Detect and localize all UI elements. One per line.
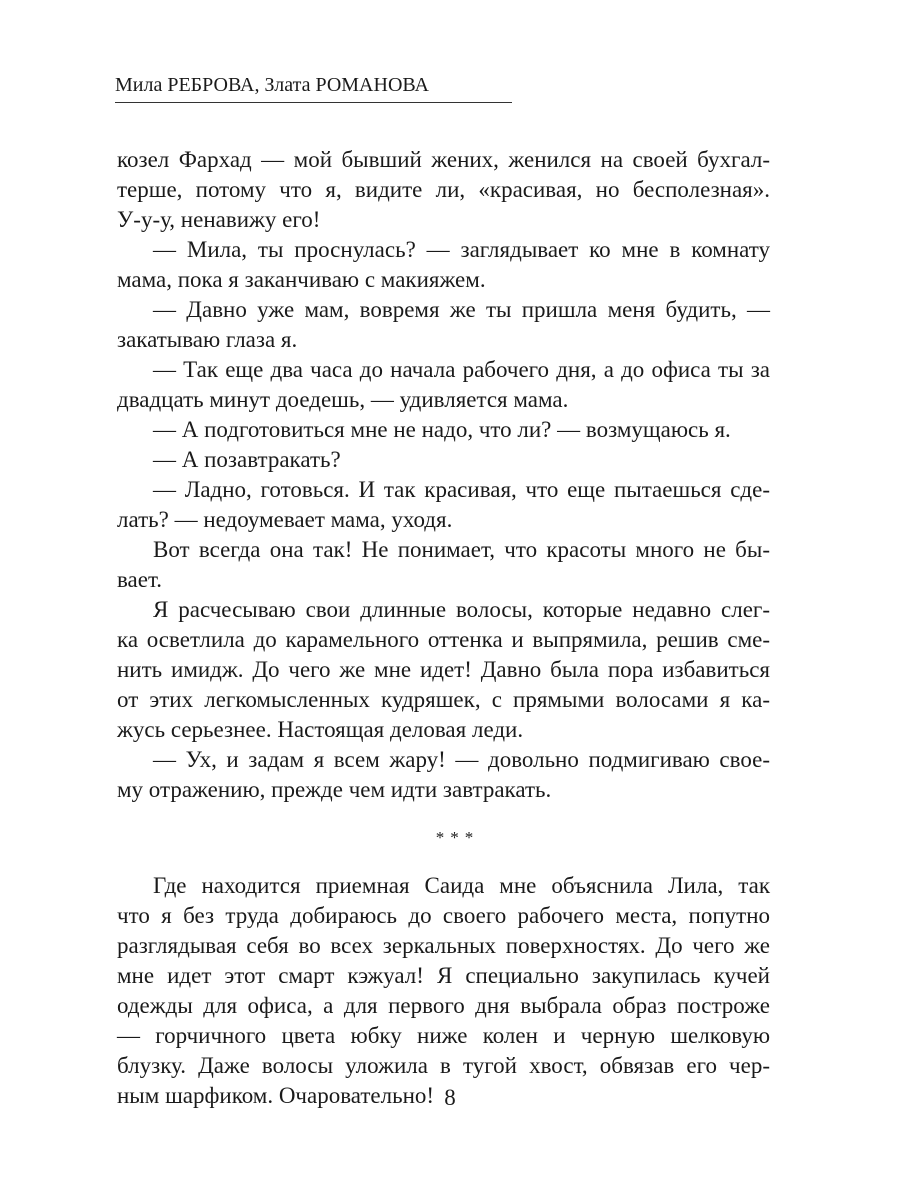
section-separator: ***: [435, 828, 480, 847]
text-line: — А подготовиться мне не надо, что ли? — возмущаюсь я.: [153, 417, 731, 442]
text-line: вает.: [117, 567, 163, 592]
text-line: нить имидж. До чего же мне идет! Давно была пора избавиться: [117, 657, 770, 682]
text-line: У-у-у, ненавижу его!: [117, 207, 321, 232]
body-text: [117, 145, 770, 1111]
text-line: — Давно уже мам, вовремя же ты пришла меня будить, —: [153, 297, 770, 322]
text-line: Вот всегда она так! Не понимает, что красоты много не бы-: [153, 537, 770, 562]
text-line: двадцать минут доедешь, — удивляется мама.: [117, 387, 569, 412]
text-line: — Мила, ты проснулась? — заглядывает ко мне в комнату: [153, 237, 770, 262]
text-line: Я расчесываю свои длинные волосы, которые недавно слег-: [153, 597, 770, 622]
text-line: ным шарфиком. Очаровательно!: [117, 1083, 435, 1108]
running-head: Мила РЕБРОВА, Злата РОМАНОВА: [115, 72, 512, 103]
text-line: — Так еще два часа до начала рабочего дня, а до офиса ты за: [153, 357, 770, 382]
text-line: жусь серьезнее. Настоящая деловая леди.: [117, 717, 524, 742]
text-line: терше, потому что я, видите ли, «красивая, но бесполезная».: [117, 177, 770, 202]
text-line: — горчичного цвета юбку ниже колен и черную шелковую: [117, 1023, 770, 1048]
text-line: лать? — недоумевает мама, уходя.: [117, 507, 453, 532]
text-line: — Ух, и задам я всем жару! — довольно подмигиваю свое-: [153, 747, 770, 772]
text-line: закатываю глаза я.: [117, 327, 298, 352]
text-line: мама, пока я заканчиваю с макияжем.: [117, 267, 486, 292]
text-line: от этих легкомысленных кудряшек, с прямыми волосами я ка-: [117, 687, 770, 712]
text-line: блузку. Даже волосы уложила в тугой хвост, обвязав его чер-: [117, 1053, 770, 1078]
text-line: разглядывая себя во всех зеркальных поверхностях. До чего же: [117, 933, 770, 958]
text-line: — А позавтракать?: [153, 447, 341, 472]
text-line: ка осветлила до карамельного оттенка и выпрямила, решив сме-: [117, 627, 770, 652]
text-line: козел Фархад — мой бывший жених, женился на своей бухгал-: [117, 147, 770, 172]
page-number: 8: [444, 1085, 456, 1110]
text-line: одежды для офиса, а для первого дня выбрала образ построже: [117, 993, 770, 1018]
text-line: что я без труда добираюсь до своего рабочего места, попутно: [117, 903, 770, 928]
text-line: мне идет этот смарт кэжуал! Я специально закупилась кучей: [117, 963, 770, 988]
text-line: му отражению, прежде чем идти завтракать.: [117, 777, 552, 802]
text-line: — Ладно, готовься. И так красивая, что еще пытаешься сде-: [153, 477, 770, 502]
text-line: Где находится приемная Саида мне объяснила Лила, так: [153, 873, 770, 898]
